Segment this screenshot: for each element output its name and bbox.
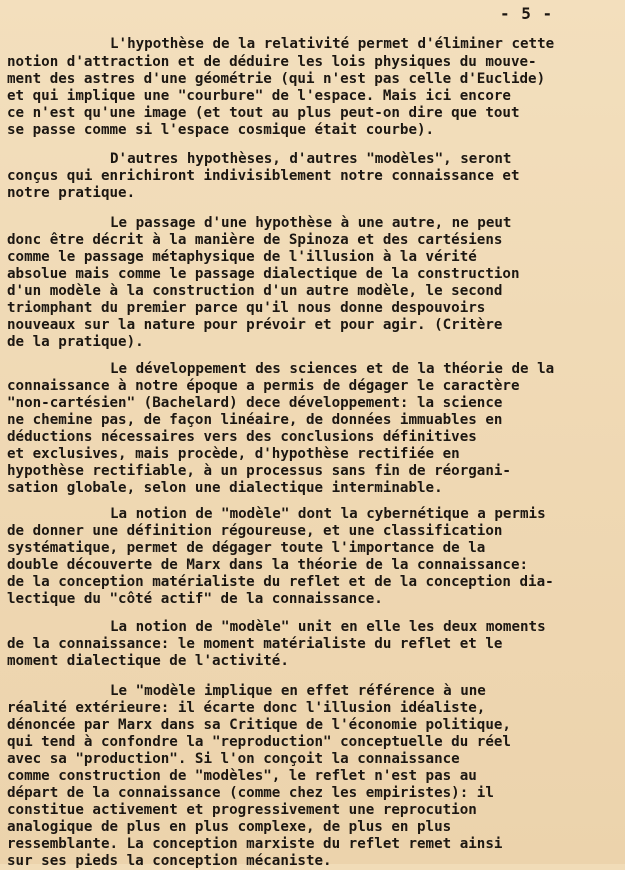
text-line: de la pratique). (7, 334, 144, 350)
text-line: double découverte de Marx dans la théorie de la connaissance: (7, 557, 529, 573)
text-line: Le développement des sciences et de la théorie de la (110, 361, 555, 377)
text-line: moment dialectique de l'activité. (7, 653, 289, 669)
text-line: absolue mais comme le passage dialectique de la construction (7, 266, 520, 282)
text-line: avec sa "production". Si l'on conçoit la connaissance (7, 751, 460, 767)
text-line: "non-cartésien" (Bachelard) dece développement: la science (7, 395, 503, 411)
text-line: La notion de "modèle" dont la cybernétique a permis (110, 506, 546, 522)
text-line: de la connaissance: le moment matérialiste du reflet et le (7, 636, 503, 652)
text-line: lectique du "côté actif" de la connaissance. (7, 591, 383, 607)
text-line: notion d'attraction et de déduire les lois physiques du mouve- (7, 54, 537, 70)
text-line: départ de la connaissance (comme chez les empiristes): il (7, 785, 494, 801)
text-line: sation globale, selon une dialectique interminable. (7, 480, 443, 496)
text-line: d'un modèle à la construction d'un autre modèle, le second (7, 283, 503, 299)
text-line: analogique de plus en plus complexe, de plus en plus (7, 819, 452, 835)
text-line: donc être décrit à la manière de Spinoza et des cartésiens (7, 232, 503, 248)
text-line: et qui implique une "courbure" de l'espace. Mais ici encore (7, 88, 511, 104)
text-line: Le passage d'une hypothèse à une autre, ne peut (110, 215, 512, 231)
text-line: comme construction de "modèles", le reflet n'est pas au (7, 768, 477, 784)
text-line: conçus qui enrichiront indivisiblement notre connaissance et (7, 168, 520, 184)
text-line: ressemblante. La conception marxiste du reflet remet ainsi (7, 836, 503, 852)
text-line: constitue activement et progressivement une reprocution (7, 802, 477, 818)
text-line: nouveaux sur la nature pour prévoir et pour agir. (Critère (7, 317, 503, 333)
text-line: ce n'est qu'une image (et tout au plus peut-on dire que tout (7, 105, 520, 121)
text-line: réalité extérieure: il écarte donc l'illusion idéaliste, (7, 700, 486, 716)
text-line: et exclusives, mais procède, d'hypothèse rectifiée en (7, 446, 460, 462)
text-line: de donner une définition régoureuse, et une classification (7, 523, 503, 539)
text-line: se passe comme si l'espace cosmique était courbe). (7, 122, 435, 138)
text-line: La notion de "modèle" unit en elle les deux moments (110, 619, 546, 635)
text-line: L'hypothèse de la relativité permet d'éliminer cette (110, 36, 555, 52)
page-number: - 5 - (500, 4, 554, 23)
text-line: dénoncée par Marx dans sa Critique de l'économie politique, (7, 717, 511, 733)
text-line: connaissance à notre époque a permis de dégager le caractère (7, 378, 520, 394)
text-line: sur ses pieds la conception mécaniste. (7, 853, 332, 869)
text-line: ne chemine pas, de façon linéaire, de données immuables en (7, 412, 503, 428)
text-line: de la conception matérialiste du reflet et de la conception dia- (7, 574, 554, 590)
text-line: qui tend à confondre la "reproduction" conceptuelle du réel (7, 734, 511, 750)
text-line: déductions nécessaires vers des conclusions définitives (7, 429, 477, 445)
text-line: D'autres hypothèses, d'autres "modèles", seront (110, 151, 512, 167)
text-line: Le "modèle implique en effet référence à une (110, 683, 486, 699)
text-line: hypothèse rectifiable, à un processus sans fin de réorgani- (7, 463, 511, 479)
text-line: ment des astres d'une géométrie (qui n'est pas celle d'Euclide) (7, 71, 546, 87)
text-line: notre pratique. (7, 185, 136, 201)
text-line: systématique, permet de dégager toute l'importance de la (7, 540, 486, 556)
text-line: triomphant du premier parce qu'il nous donne despouvoirs (7, 300, 486, 316)
text-line: comme le passage métaphysique de l'illusion à la vérité (7, 249, 477, 265)
